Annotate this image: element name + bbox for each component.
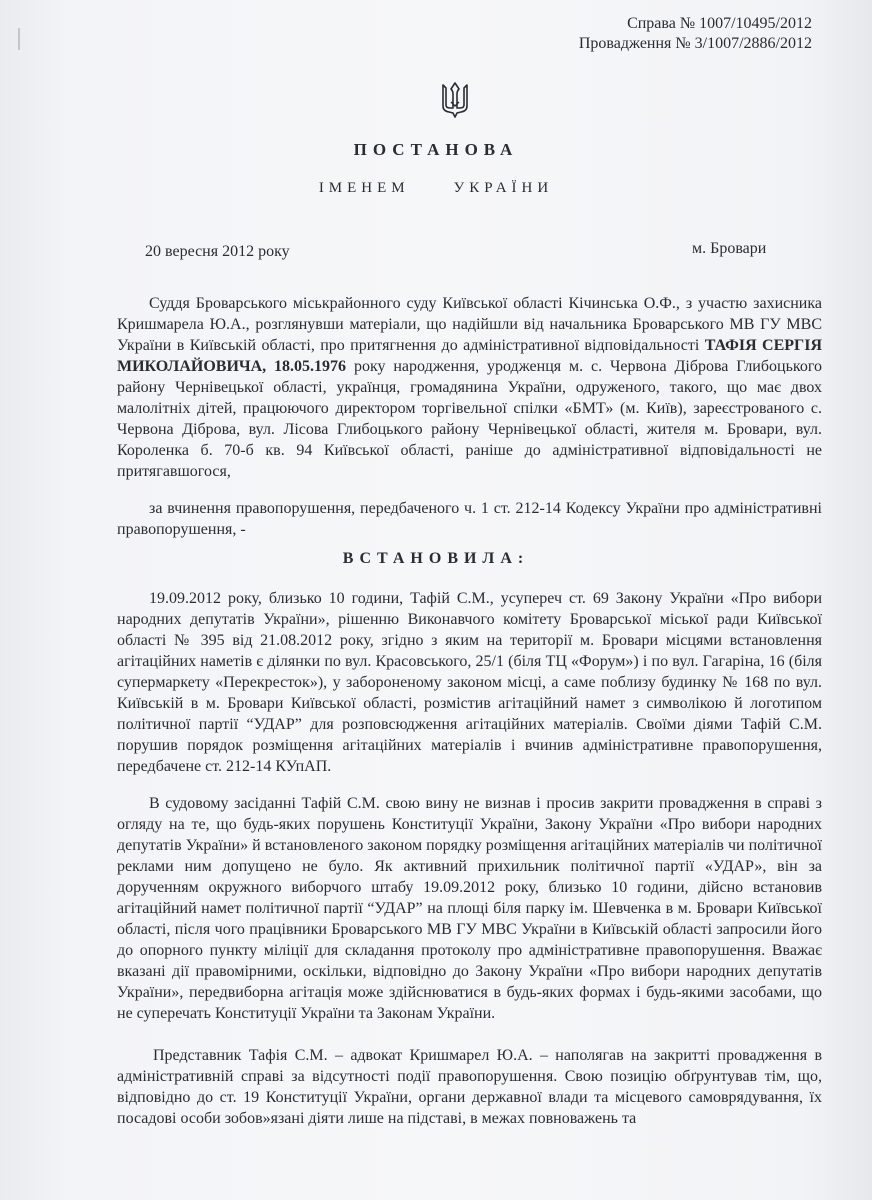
intro-text-2: року народження, уродженця м. с. Червона Діброва Глибоцького району Чернівецької області, українця, громадянина України, одруженого, такого, що має двох малолітніх дітей, працюючого директором торгівельної спілки «БМТ» (м. Київ), зареєстрованого с. Червона Діброва, вул. Лісова Глибоцького району Чернівецької області, жителя м. Бровари, вул. Короленка б. 70-б кв. 94 Київської області, раніше до адміністративної відповідальності не притягавшогося, <box>117 358 822 480</box>
document-city: м. Бровари <box>692 240 767 257</box>
subtitle-word-2: УКРАЇНИ <box>453 180 554 196</box>
facts-paragraph: 19.09.2012 року, близько 10 години, Тафій С.М., усупереч ст. 69 Закону України «Про вибори народних депутатів України», рішенню Виконавчого комітету Броварської міської ради Київської області № 395 від 21.08.2012 року, згідно з яким на території м. Бровари місцями встановлення агітаційних наметів є ділянки по вул. Красовського, 25/1 (біля ТЦ «Форум») і по вул. Гагаріна, 16 (біля супермаркету «Перекресток»), у забороненому законом місці, а саме поблизу будинку № 168 по вул. Київській в м. Бровари Київської області, розмістив агітаційний намет з символікою й логотипом політичної партії “УДАР” для розповсюдження агітаційних матеріалів. Своїми діями Тафій С.М. порушив порядок розміщення агітаційних матеріалів і вчинив адміністративне правопорушення, передбачене ст. 212-14 КУпАП. <box>117 590 822 775</box>
document-subtitle <box>0 180 872 197</box>
intro-paragraph <box>117 293 822 482</box>
defendant-name: ТАФІЯ СЕРГІЯ МИКОЛАЙОВИЧА, 18.05.1976 <box>117 337 822 375</box>
intro-text-1: Суддя Броварського міськрайонного суду Київської області Кічинська О.Ф., з участю захисника Кришмарела Ю.А., розглянувши матеріали, що надійшли від начальника Броварського МВ ГУ МВС України в Київській області, про притягнення до адміністративної відповідальності <box>117 295 822 354</box>
case-number: Справа № 1007/10495/2012 <box>627 15 812 32</box>
proceeding-number: Провадження № 3/1007/2886/2012 <box>578 35 812 52</box>
charge-paragraph: за вчинення правопорушення, передбаченого ч. 1 ст. 212-14 Кодексу України про адміністративні правопорушення, - <box>117 500 822 538</box>
hearing-paragraph: В судовому засіданні Тафій С.М. свою вину не визнав і просив закрити провадження в справі з огляду на те, що будь-яких порушень Конституції України, Закону України «Про вибори народних депутатів України» й встановленого законом порядку розміщення агітаційних матеріалів чи політичної реклами ним допущено не було. Як активний прихильник політичної партії «УДАР», він за дорученням окружного виборчого штабу 19.09.2012 року, близько 10 години, дійсно встановив агітаційний намет політичної партії “УДАР” на площі біля парку ім. Шевченка в м. Бровари Київської області, після чого працівники Броварського МВ ГУ МВС України в Київській області запросили його до опорного пункту міліції для складання протоколу про адміністративне правопорушення. Вважає вказані дії правомірними, оскільки, відповідно до Закону України «Про вибори народних депутатів України», передвиборна агітація може здійснюватися в будь-яких формах і будь-якими засобами, що не суперечать Конституції України та Законам України. <box>117 795 822 1022</box>
case-header <box>579 14 812 54</box>
subtitle-word-1: ІМЕНЕМ <box>318 180 410 196</box>
section-heading: ВСТАНОВИЛА: <box>342 550 530 567</box>
document-date: 20 вересня 2012 року <box>145 243 290 260</box>
document-title: ПОСТАНОВА <box>353 140 519 159</box>
representative-paragraph: Представник Тафія С.М. – адвокат Кришмарел Ю.А. – наполягав на закритті провадження в адміністративній справі за відсутності події правопорушення. Свою позицію обґрунтував тім, що, відповідно до ст. 19 Конституції України, органи державної влади та місцевого самоврядування, їх посадові особи зобов»язані діяти лише на підставі, в межах повноважень та <box>117 1047 822 1127</box>
trident-emblem-icon <box>441 82 469 118</box>
scan-mark <box>18 28 26 50</box>
